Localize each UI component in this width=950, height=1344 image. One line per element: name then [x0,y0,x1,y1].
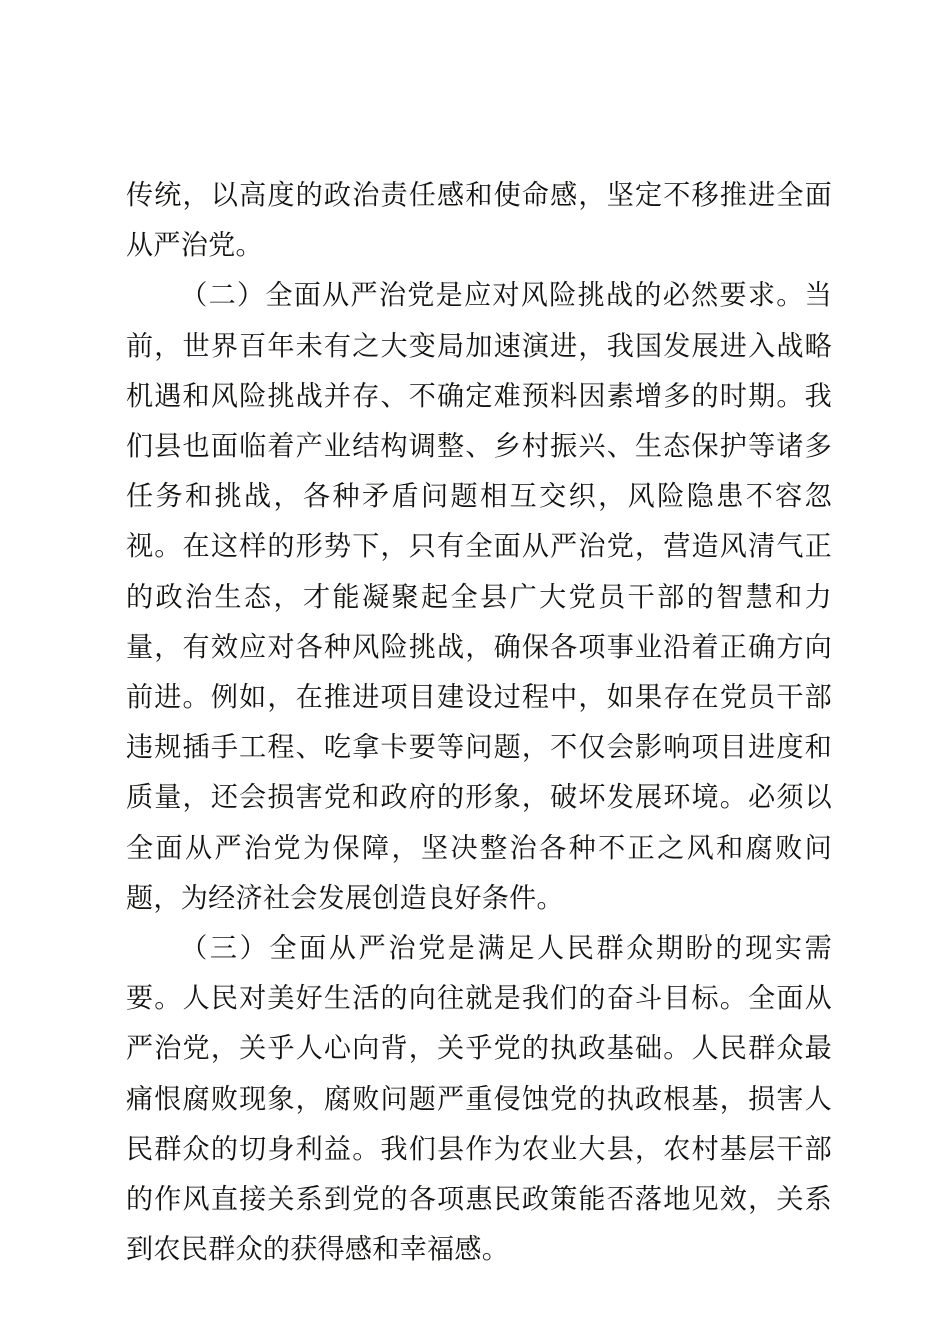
paragraph-continuation: 传统，以高度的政治责任感和使命感，坚定不移推进全面从严治党。 [126,180,832,261]
page-body [126,170,832,1274]
paragraph-section-two: （二）全面从严治党是应对风险挑战的必然要求。当前，世界百年未有之大变局加速演进，我国发展进入战略机遇和风险挑战并存、不确定难预料因素增多的时期。我们县也面临着产业结构调整、乡村振兴、生态保护等诸多任务和挑战，各种矛盾问题相互交织，风险隐患不容忽视。在这样的形势下，只有全面从严治党，营造风清气正的政治生态，才能凝聚起全县广大党员干部的智慧和力量，有效应对各种风险挑战，确保各项事业沿着正确方向前进。例如，在推进项目建设过程中，如果存在党员干部违规插手工程、吃拿卡要等问题，不仅会影响项目进度和质量，还会损害党和政府的形象，破坏发展环境。必须以全面从严治党为保障，坚决整治各种不正之风和腐败问题，为经济社会发展创造良好条件。 [126,280,832,913]
paragraph-section-three: （三）全面从严治党是满足人民群众期盼的现实需要。人民对美好生活的向往就是我们的奋斗目标。全面从严治党，关乎人心向背，关乎党的执政基础。人民群众最痛恨腐败现象，腐败问题严重侵蚀党的执政根基，损害人民群众的切身利益。我们县作为农业大县，农村基层干部的作风直接关系到党的各项惠民政策能否落地见效，关系到农民群众的获得感和幸福感。 [126,933,832,1265]
